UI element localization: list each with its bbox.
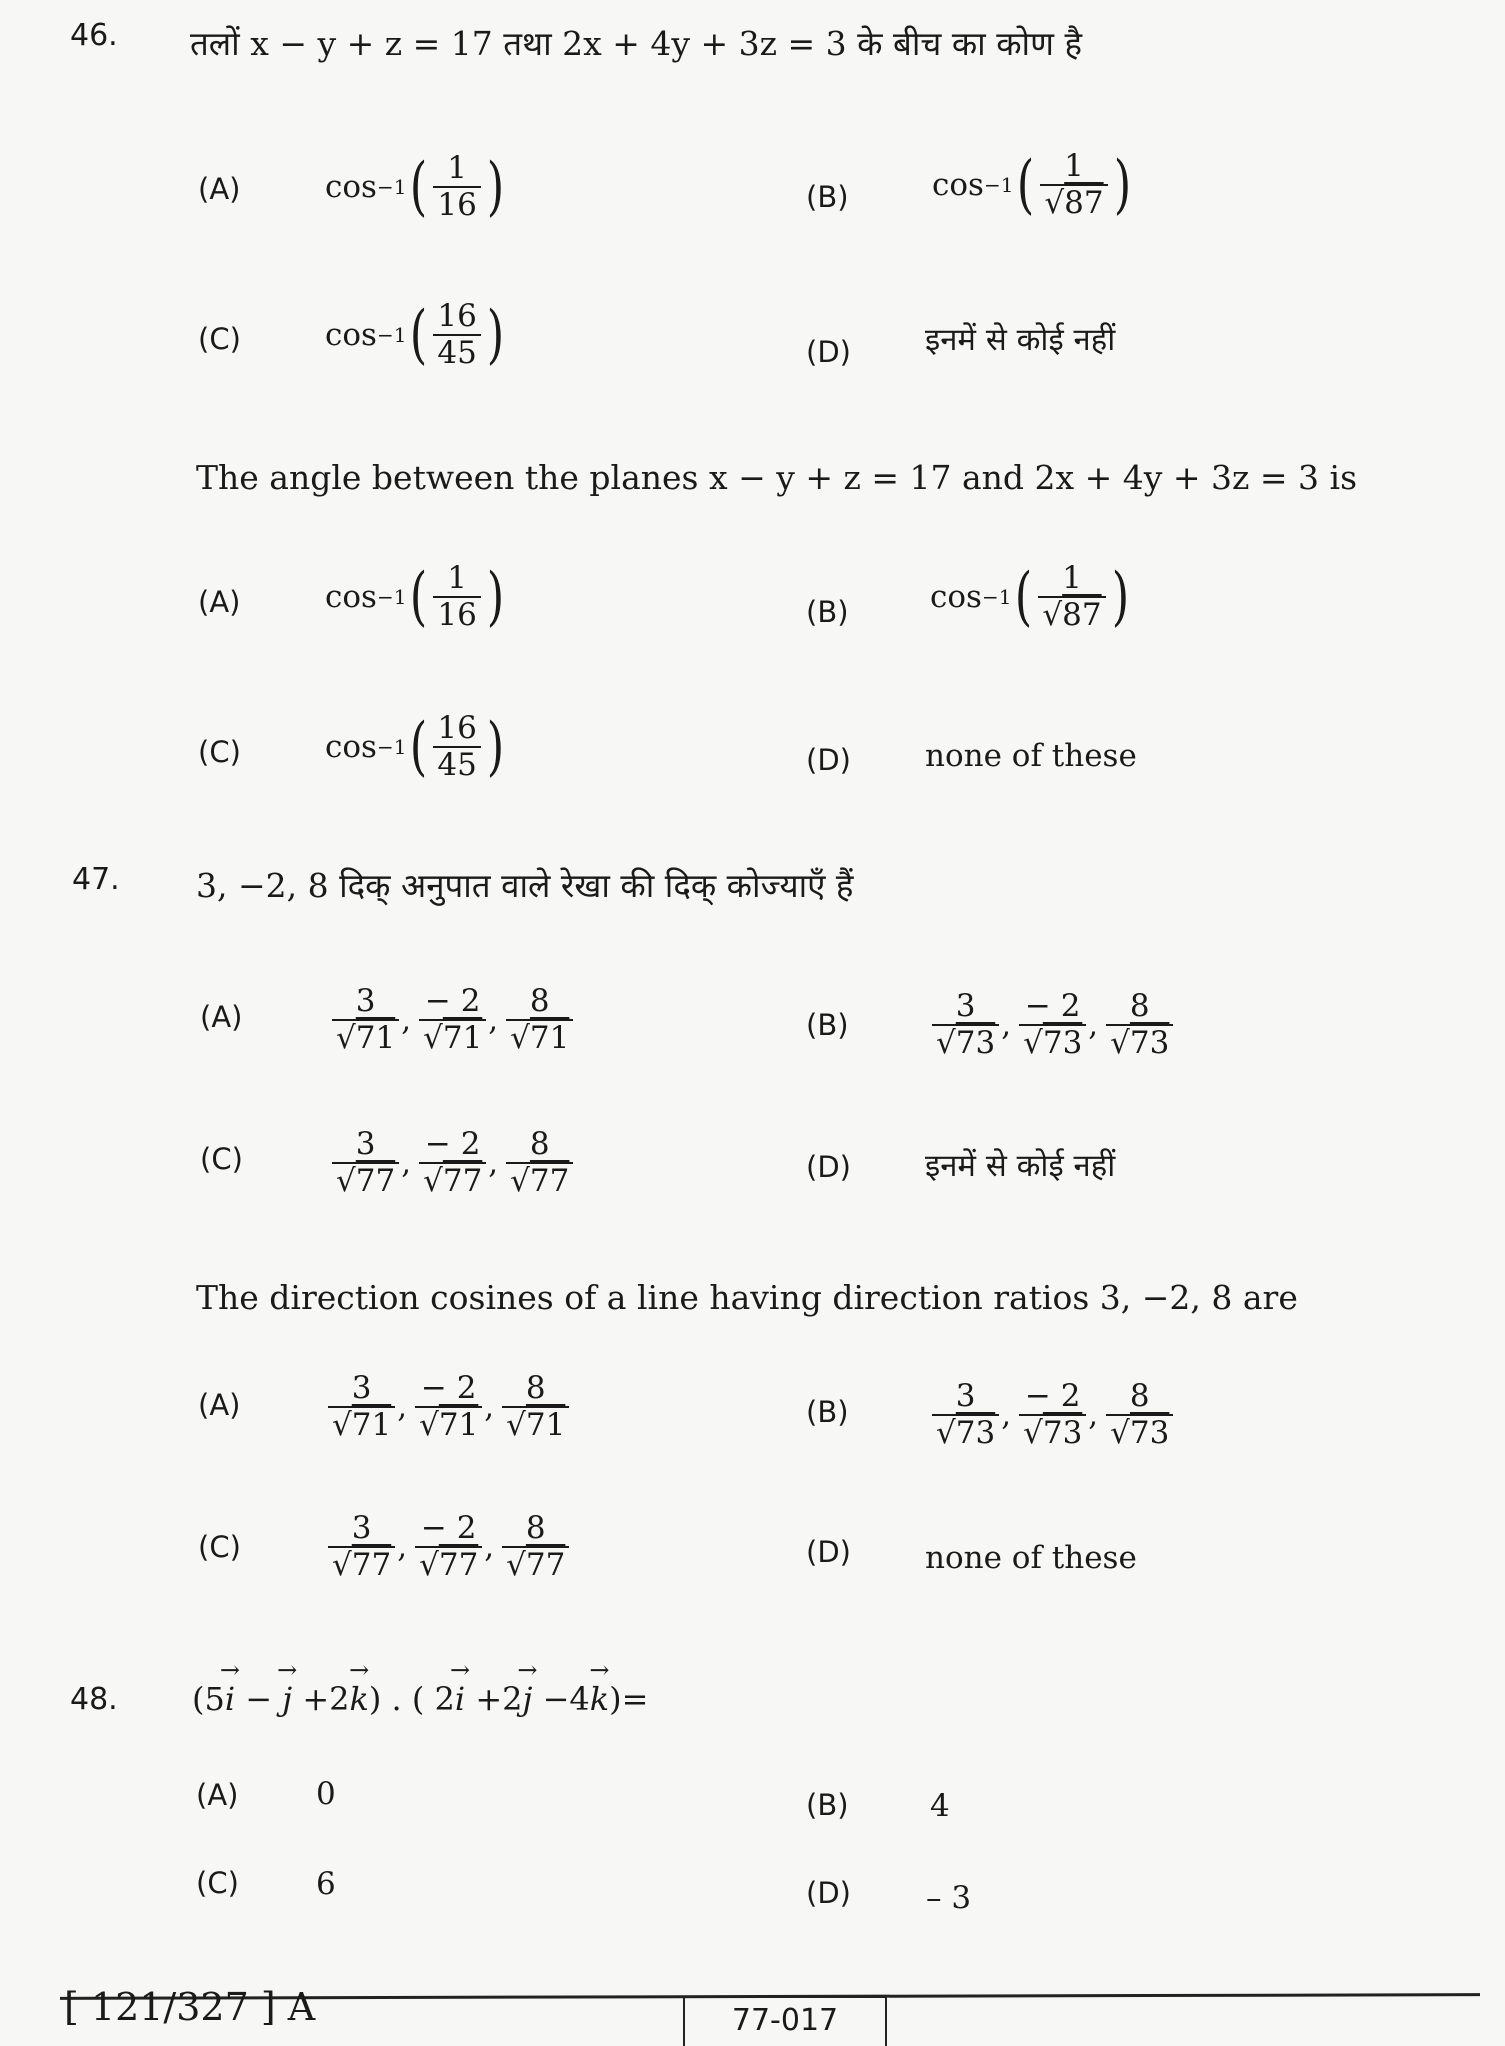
option-label: (B) — [806, 1008, 849, 1042]
option-label: (C) — [200, 1142, 243, 1176]
option-c-value: 6 — [316, 1866, 336, 1902]
option-label: (A) — [200, 1000, 243, 1034]
option-label: (D) — [806, 335, 851, 369]
option-b-expression: 3 √ 73 , − 2 √ 73 , 8 √ 73 — [930, 1380, 1175, 1449]
option-d-value: – 3 — [926, 1880, 972, 1916]
option-b-expression: cos −1 ( 1 √ 87 ) — [930, 562, 1133, 631]
question-expression: (5i → − j → +2k →) . ( 2i → +2j → −4k →)= — [192, 1680, 648, 1718]
paper-code: [ 121/327 ] A — [64, 1985, 316, 2029]
option-label: (A) — [198, 172, 241, 206]
option-a-expression: 3 √ 71 , − 2 √ 71 , 8 √ 71 — [326, 1372, 571, 1441]
booklet-code-box: 77-017 — [683, 1996, 887, 2046]
question-stem-hindi: तलों x − y + z = 17 तथा 2x + 4y + 3z = 3 के बीच का कोण है — [190, 24, 1082, 63]
question-stem-english: The direction cosines of a line having direction ratios 3, −2, 8 are — [196, 1278, 1298, 1317]
option-label: (D) — [806, 743, 851, 777]
option-a-expression: cos −1 ( $\frac{1}{16}$ ) — [325, 559, 505, 634]
option-b-expression: cos −1 ( 1 √ 87 ) — [932, 150, 1135, 219]
option-d-text: none of these — [925, 1540, 1137, 1576]
option-label: (B) — [806, 180, 849, 214]
option-c-expression: 3 √ 77 , − 2 √ 77 , 8 √ 77 — [330, 1128, 575, 1197]
question-number: 48. — [70, 1682, 118, 1717]
question-number: 47. — [72, 862, 120, 897]
option-label: (C) — [198, 735, 241, 769]
option-label: (D) — [806, 1150, 851, 1184]
option-label: (D) — [806, 1535, 851, 1569]
fraction: $\frac{1}{16}$ — [433, 152, 480, 221]
cos-func: cos — [325, 168, 377, 205]
option-d-text: none of these — [925, 738, 1137, 774]
option-label: (B) — [806, 595, 849, 629]
option-b-expression: 3 √ 73 , − 2 √ 73 , 8 √ 73 — [930, 990, 1175, 1059]
fraction: $\frac{16}{45}$ — [433, 300, 480, 369]
option-label: (A) — [198, 585, 241, 619]
option-label: (D) — [806, 1876, 851, 1910]
option-c-expression: 3 √ 77 , − 2 √ 77 , 8 √ 77 — [326, 1512, 571, 1581]
option-b-value: 4 — [930, 1788, 950, 1824]
option-d-text: इनमें से कोई नहीं — [925, 1148, 1116, 1184]
option-label: (A) — [198, 1388, 241, 1422]
question-stem-english: The angle between the planes x − y + z = 17 and 2x + 4y + 3z = 3 is — [196, 458, 1358, 497]
option-d-text: इनमें से कोई नहीं — [925, 322, 1116, 358]
option-label: (C) — [198, 1530, 241, 1564]
option-label: (B) — [806, 1788, 849, 1822]
option-c-expression: cos −1 ( $\frac{16}{45}$ ) — [325, 709, 505, 784]
option-label: (B) — [806, 1395, 849, 1429]
option-label: (C) — [198, 322, 241, 356]
question-number: 46. — [70, 18, 118, 53]
option-a-value: 0 — [316, 1776, 336, 1812]
option-label: (A) — [196, 1778, 239, 1812]
option-label: (C) — [196, 1866, 239, 1900]
fraction: 1 √ 87 — [1040, 150, 1107, 219]
option-c-expression: cos −1 ( $\frac{16}{45}$ ) — [325, 297, 505, 372]
option-a-expression: 3 √ 71 , − 2 √ 71 , 8 √ 71 — [330, 985, 575, 1054]
inverse-exponent: −1 — [376, 174, 407, 199]
option-a-expression: cos −1 ( $\frac{1}{16}$ ) — [325, 149, 505, 224]
question-stem-hindi: 3, −2, 8 दिक् अनुपात वाले रेखा की दिक् कोज्याएँ हैं — [196, 866, 854, 905]
